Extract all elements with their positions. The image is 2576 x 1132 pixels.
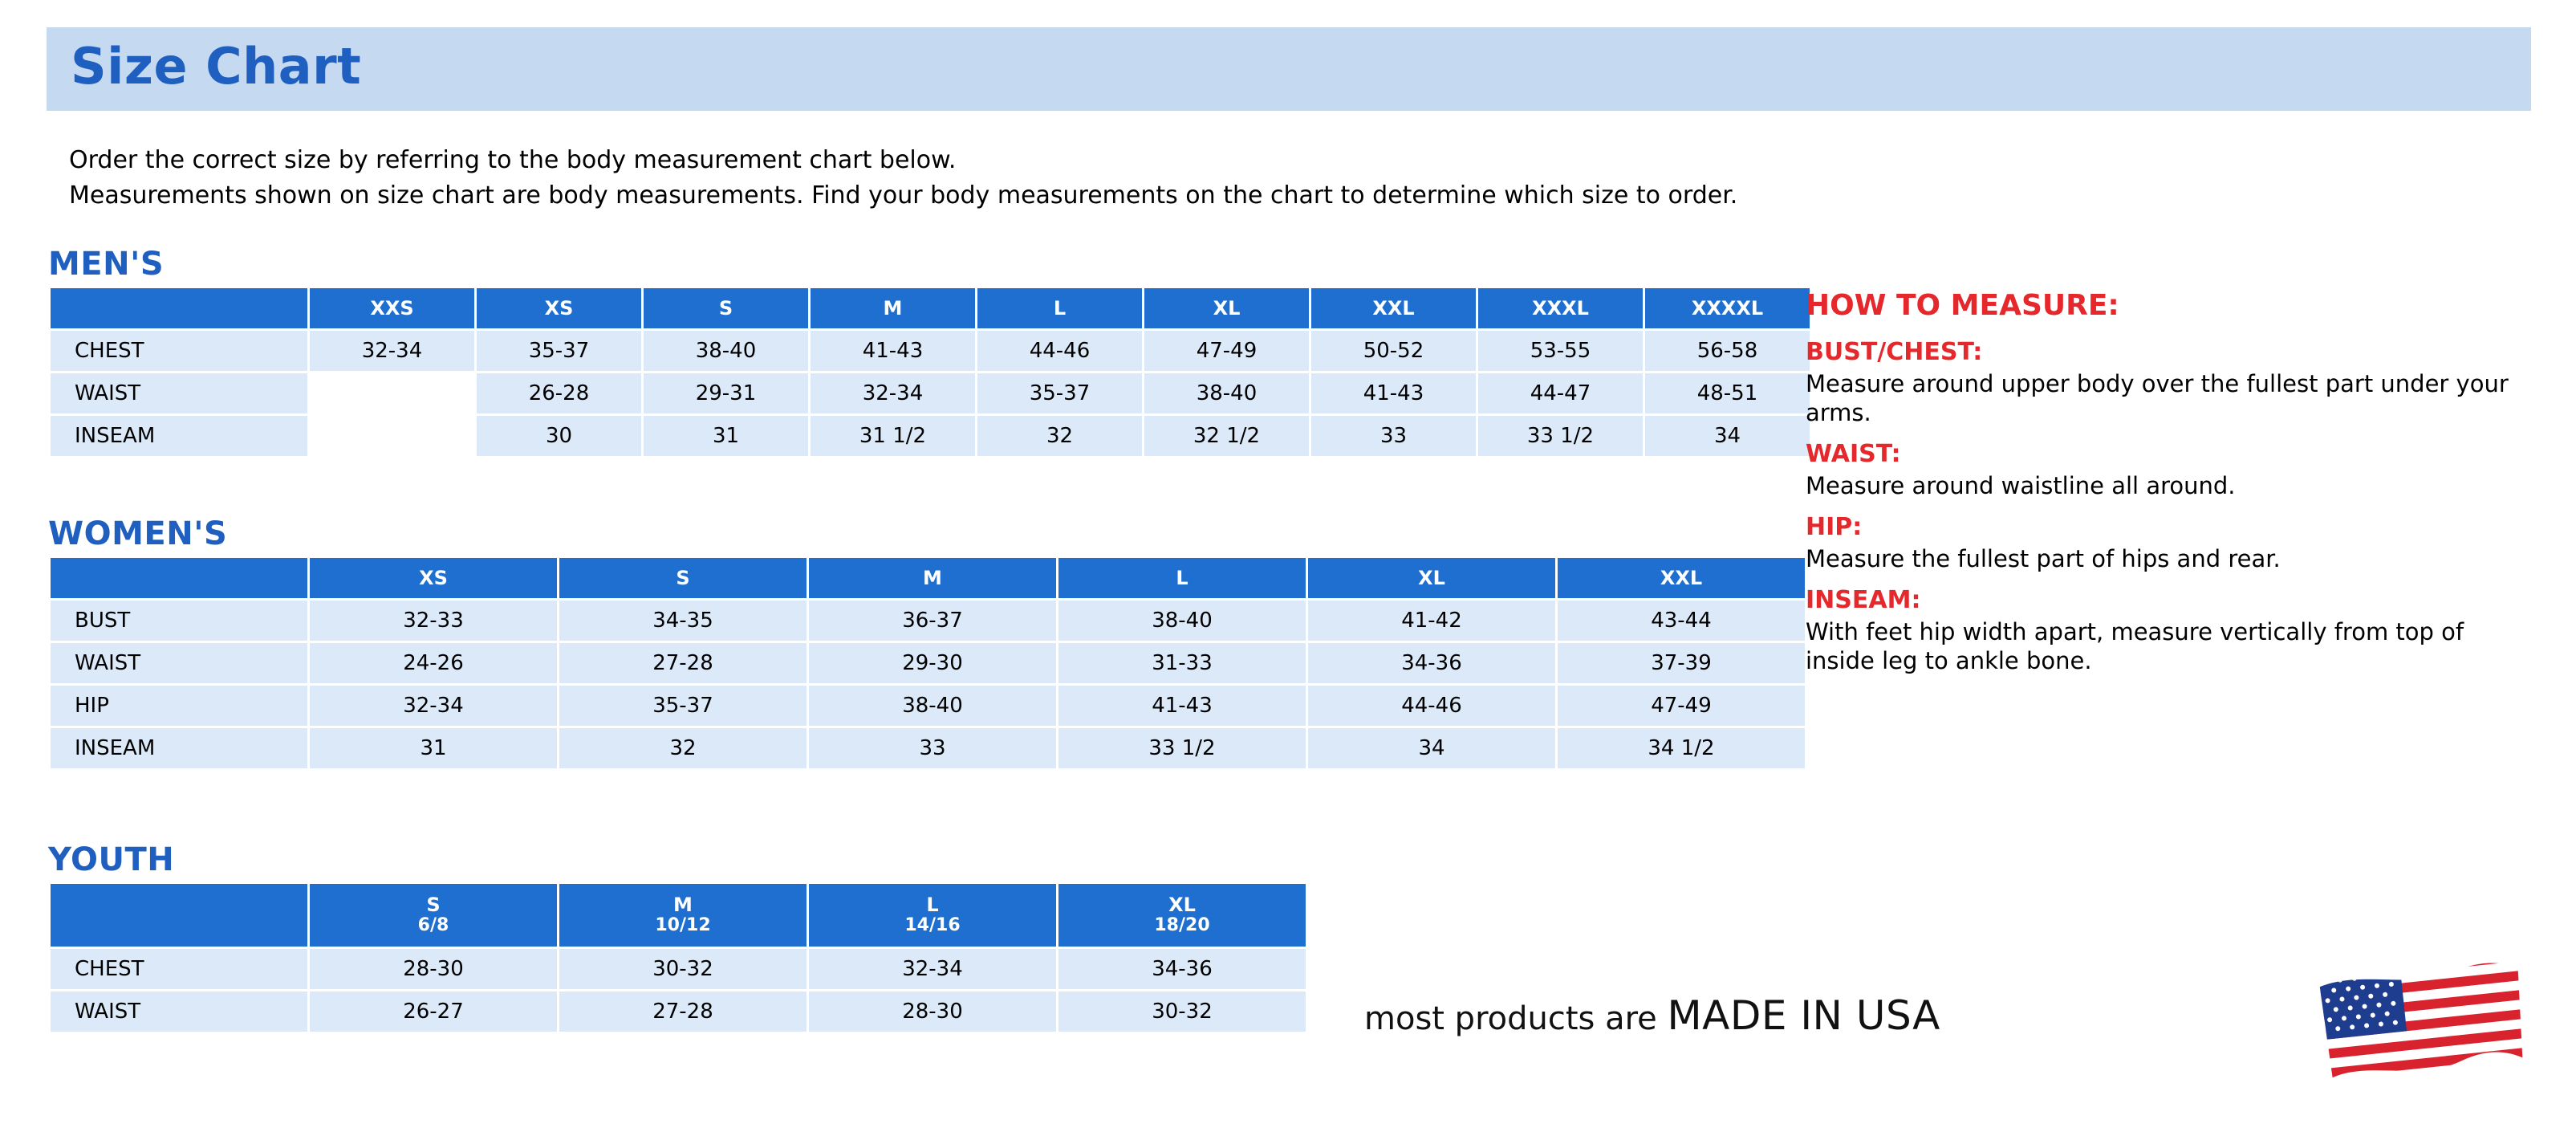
column-header-age: 6/8 bbox=[417, 915, 449, 935]
measure-desc-inseam: With feet hip width apart, measure vertically from top of inside leg to ankle bone. bbox=[1806, 618, 2464, 674]
usa-flag-icon bbox=[2314, 951, 2533, 1093]
header-banner bbox=[47, 27, 2531, 111]
column-header bbox=[51, 884, 307, 947]
measure-term-hip: HIP: bbox=[1806, 513, 1863, 541]
table-cell: 35-37 bbox=[477, 331, 641, 371]
column-header: XXXXL bbox=[1645, 288, 1810, 328]
table-row bbox=[51, 728, 1805, 768]
mens-size-table bbox=[48, 286, 1812, 458]
column-header-size: M bbox=[673, 894, 693, 916]
table-cell: 34-36 bbox=[1058, 949, 1306, 989]
table-header-row bbox=[51, 884, 1306, 947]
table-cell bbox=[310, 373, 474, 413]
table-cell: 26-28 bbox=[477, 373, 641, 413]
row-label: WAIST bbox=[51, 992, 307, 1032]
table-cell: 28-30 bbox=[310, 949, 557, 989]
measure-desc-bust-chest: Measure around upper body over the fullest part under your arms. bbox=[1806, 370, 2509, 426]
table-cell: 41-42 bbox=[1308, 601, 1555, 641]
table-cell: 36-37 bbox=[809, 601, 1056, 641]
intro-line-1: Order the correct size by referring to the body measurement chart below. bbox=[69, 146, 957, 174]
page-title: Size Chart bbox=[71, 37, 362, 96]
row-label: BUST bbox=[51, 601, 307, 641]
table-cell: 43-44 bbox=[1558, 601, 1805, 641]
table-cell: 44-47 bbox=[1478, 373, 1643, 413]
table-cell: 38-40 bbox=[644, 331, 808, 371]
column-header bbox=[559, 884, 807, 947]
column-header: L bbox=[1058, 558, 1306, 598]
column-header: XL bbox=[1144, 288, 1309, 328]
intro-line-2: Measurements shown on size chart are body measurements. Find your body measurements on the chart to determine which size to order. bbox=[69, 181, 1738, 210]
made-in-usa-block bbox=[1364, 971, 2536, 1084]
how-to-measure-panel bbox=[1806, 289, 2528, 675]
table-cell: 30-32 bbox=[1058, 992, 1306, 1032]
intro-text bbox=[69, 143, 2533, 214]
table-cell: 24-26 bbox=[310, 643, 557, 683]
measure-term-bust-chest: BUST/CHEST: bbox=[1806, 338, 1983, 366]
table-cell: 31 1/2 bbox=[811, 416, 975, 456]
row-label: CHEST bbox=[51, 949, 307, 989]
made-in-usa-prefix: most products are bbox=[1364, 1000, 1668, 1037]
table-row bbox=[51, 373, 1810, 413]
table-header-row bbox=[51, 288, 1810, 328]
column-header: XS bbox=[477, 288, 641, 328]
row-label: HIP bbox=[51, 686, 307, 726]
table-cell: 37-39 bbox=[1558, 643, 1805, 683]
table-cell: 50-52 bbox=[1311, 331, 1476, 371]
table-cell: 47-49 bbox=[1558, 686, 1805, 726]
measure-desc-hip: Measure the fullest part of hips and rear. bbox=[1806, 545, 2281, 572]
table-cell: 56-58 bbox=[1645, 331, 1810, 371]
column-header-age: 18/20 bbox=[1154, 915, 1210, 935]
table-cell: 41-43 bbox=[1311, 373, 1476, 413]
table-cell: 32-34 bbox=[809, 949, 1056, 989]
table-cell: 26-27 bbox=[310, 992, 557, 1032]
column-header bbox=[51, 558, 307, 598]
table-cell: 35-37 bbox=[559, 686, 807, 726]
table-row bbox=[51, 331, 1810, 371]
column-header: XXL bbox=[1558, 558, 1805, 598]
table-cell: 34 1/2 bbox=[1558, 728, 1805, 768]
column-header: S bbox=[644, 288, 808, 328]
table-cell: 48-51 bbox=[1645, 373, 1810, 413]
table-row bbox=[51, 686, 1805, 726]
table-cell: 32-33 bbox=[310, 601, 557, 641]
section-title-mens: MEN'S bbox=[48, 246, 165, 283]
column-header: XL bbox=[1308, 558, 1555, 598]
row-label: WAIST bbox=[51, 373, 307, 413]
table-cell: 29-30 bbox=[809, 643, 1056, 683]
column-header: L bbox=[977, 288, 1142, 328]
table-cell: 30 bbox=[477, 416, 641, 456]
table-cell: 29-31 bbox=[644, 373, 808, 413]
table-cell: 38-40 bbox=[1058, 601, 1306, 641]
table-cell: 32 bbox=[977, 416, 1142, 456]
table-row bbox=[51, 643, 1805, 683]
table-cell: 33 bbox=[809, 728, 1056, 768]
table-cell: 31 bbox=[310, 728, 557, 768]
table-cell: 41-43 bbox=[811, 331, 975, 371]
table-cell: 35-37 bbox=[977, 373, 1142, 413]
table-cell: 28-30 bbox=[809, 992, 1056, 1032]
column-header-size: L bbox=[926, 894, 939, 916]
column-header: M bbox=[809, 558, 1056, 598]
row-label: WAIST bbox=[51, 643, 307, 683]
column-header-size: S bbox=[426, 894, 441, 916]
column-header bbox=[1058, 884, 1306, 947]
youth-size-table bbox=[48, 882, 1308, 1034]
womens-size-table bbox=[48, 556, 1807, 771]
table-cell: 38-40 bbox=[809, 686, 1056, 726]
table-row bbox=[51, 949, 1306, 989]
measure-term-waist: WAIST: bbox=[1806, 440, 1901, 468]
column-header: XS bbox=[310, 558, 557, 598]
table-row bbox=[51, 601, 1805, 641]
table-cell: 34 bbox=[1308, 728, 1555, 768]
row-label: CHEST bbox=[51, 331, 307, 371]
measure-desc-waist: Measure around waistline all around. bbox=[1806, 472, 2236, 499]
table-cell: 32 bbox=[559, 728, 807, 768]
table-cell: 32 1/2 bbox=[1144, 416, 1309, 456]
table-cell: 44-46 bbox=[1308, 686, 1555, 726]
section-title-womens: WOMEN'S bbox=[48, 515, 228, 552]
column-header-age: 10/12 bbox=[655, 915, 711, 935]
made-in-usa-text bbox=[1364, 992, 1940, 1039]
section-title-youth: YOUTH bbox=[48, 841, 175, 878]
table-cell: 38-40 bbox=[1144, 373, 1309, 413]
table-cell: 44-46 bbox=[977, 331, 1142, 371]
table-cell: 27-28 bbox=[559, 643, 807, 683]
column-header bbox=[51, 288, 307, 328]
table-cell: 31-33 bbox=[1058, 643, 1306, 683]
table-cell: 34 bbox=[1645, 416, 1810, 456]
table-cell: 32-34 bbox=[310, 331, 474, 371]
column-header bbox=[809, 884, 1056, 947]
table-cell: 33 1/2 bbox=[1478, 416, 1643, 456]
table-cell: 33 1/2 bbox=[1058, 728, 1306, 768]
table-cell: 47-49 bbox=[1144, 331, 1309, 371]
table-cell: 31 bbox=[644, 416, 808, 456]
table-cell: 30-32 bbox=[559, 949, 807, 989]
table-cell: 53-55 bbox=[1478, 331, 1643, 371]
how-to-measure-title: HOW TO MEASURE: bbox=[1806, 289, 2119, 322]
row-label: INSEAM bbox=[51, 728, 307, 768]
table-cell: 33 bbox=[1311, 416, 1476, 456]
table-cell: 34-36 bbox=[1308, 643, 1555, 683]
measure-term-inseam: INSEAM: bbox=[1806, 586, 1921, 614]
made-in-usa-emphasis: MADE IN USA bbox=[1667, 992, 1940, 1039]
column-header: M bbox=[811, 288, 975, 328]
table-cell: 27-28 bbox=[559, 992, 807, 1032]
table-cell: 32-34 bbox=[310, 686, 557, 726]
table-cell: 34-35 bbox=[559, 601, 807, 641]
row-label: INSEAM bbox=[51, 416, 307, 456]
column-header-age: 14/16 bbox=[904, 915, 961, 935]
table-cell: 32-34 bbox=[811, 373, 975, 413]
column-header: S bbox=[559, 558, 807, 598]
column-header: XXL bbox=[1311, 288, 1476, 328]
column-header: XXS bbox=[310, 288, 474, 328]
table-row bbox=[51, 992, 1306, 1032]
column-header bbox=[310, 884, 557, 947]
column-header-size: XL bbox=[1168, 894, 1196, 916]
table-header-row bbox=[51, 558, 1805, 598]
column-header: XXXL bbox=[1478, 288, 1643, 328]
table-row bbox=[51, 416, 1810, 456]
table-cell: 41-43 bbox=[1058, 686, 1306, 726]
table-cell bbox=[310, 416, 474, 456]
